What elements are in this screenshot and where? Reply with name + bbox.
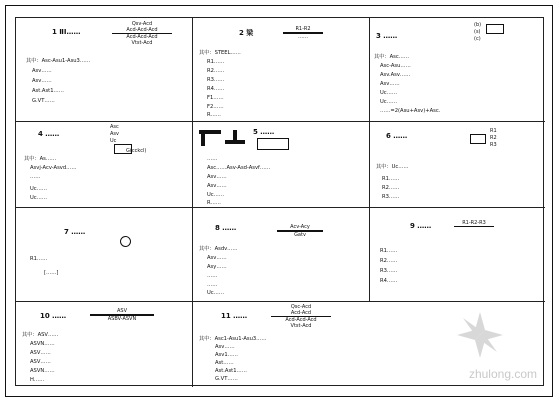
cell-6-symbol [470, 134, 486, 144]
cell-6 [370, 122, 545, 208]
cell-10-line: ASV…… [30, 350, 51, 356]
cell-9-formula [454, 220, 494, 227]
cell-11-line: Ast.Ast1…… [215, 368, 247, 374]
cell-10-formula [90, 308, 154, 322]
cell-5-line: …… [207, 156, 218, 162]
cell-10-title: 10 …… [40, 312, 67, 320]
formula-line: Acd-Acd-Acd [126, 27, 158, 33]
cell-8-line: Asv…… [207, 255, 227, 261]
cell-10-line: ASV…… [30, 359, 51, 365]
cell-3-line: 其中：Asc…… [374, 54, 410, 60]
cell-6-line: 其中：Uc…… [376, 164, 409, 170]
cell-4-line: Uc…… [30, 195, 48, 201]
cell-10-line: ASVN…… [30, 341, 55, 347]
cell-2-formula [283, 26, 323, 40]
cell-9-title: 9 …… [410, 222, 432, 230]
cell-1-line: G.VT…… [32, 98, 55, 104]
formula-line: R1-R2 [295, 26, 311, 32]
cell-1-formula-top [112, 21, 172, 46]
cell-11-line: G.VT…… [215, 376, 238, 382]
cell-2-title: 2 梁 [239, 29, 254, 37]
cell-11 [193, 302, 545, 387]
cell-6-line: R3…… [382, 194, 400, 200]
cell-7-title: 7 …… [64, 228, 86, 236]
cell-6-legend: R3 [490, 142, 497, 148]
cell-1 [16, 18, 193, 122]
cell-4-legend: Asc [110, 124, 119, 130]
cell-5-line: Uc…… [207, 192, 225, 198]
cell-5-line: Asv…… [207, 174, 227, 180]
beam-symbol [233, 130, 237, 144]
cell-10 [16, 302, 193, 387]
cell-7-line: R1…… [30, 256, 48, 262]
formula-line: Gatv [294, 232, 306, 238]
watermark: zhulong.com [468, 367, 537, 381]
cell-7-line: [……] [44, 270, 59, 276]
cell-2-line: R1…… [207, 59, 225, 65]
cell-8 [193, 208, 370, 302]
formula-line: Acd-Acd-Acd [285, 317, 317, 323]
formula-line: Acv-Acy [290, 224, 310, 230]
cell-5-line: R…… [207, 200, 221, 206]
cell-4-legend: G(cckcl) [126, 148, 147, 154]
cell-8-title: 8 …… [215, 224, 237, 232]
cell-3-line: Asc-Asu…… [380, 63, 411, 69]
cell-11-line: 其中：Asc1-Asu1-Asu3…… [199, 336, 267, 342]
cell-4-line: Asvj-Acv-Asvd…… [30, 165, 77, 171]
cell-6-line: R2…… [382, 185, 400, 191]
formula-line: ASV [116, 308, 127, 314]
cell-4-legend: Uc [110, 138, 117, 144]
cell-8-line: …… [207, 273, 218, 279]
watermark-logo-icon [455, 310, 505, 360]
cell-9-line: R3…… [380, 268, 398, 274]
cell-5-title: 5 …… [253, 128, 275, 136]
cell-6-line: R1…… [382, 176, 400, 182]
drawing-frame [15, 17, 544, 386]
cell-5-section-box [257, 138, 289, 150]
cell-9-line: R1…… [380, 248, 398, 254]
cell-6-legend: R1 [490, 128, 497, 134]
cell-8-line: 其中：Asdv…… [199, 246, 238, 252]
formula-line: Vtst-Acd [290, 323, 312, 329]
cell-1-line: 其中：Asc-Asu1-Asu3…… [26, 58, 91, 64]
cell-3-line: ……=2(Asu+Asv)+Asc. [380, 108, 441, 114]
cell-11-formula [271, 304, 331, 329]
formula-line: Acd-Acd [290, 310, 312, 316]
cell-3-title: 3 …… [376, 32, 398, 40]
cell-1-title: 1 ⅡⅠ…… [52, 28, 81, 36]
cell-8-line: Uc…… [207, 290, 225, 296]
cell-4-title: 4 …… [38, 130, 60, 138]
cell-9-line: R4…… [380, 278, 398, 284]
cell-9-line: R2…… [380, 258, 398, 264]
formula-line: ASBV-ASVN [107, 316, 137, 322]
cell-11-line: Asv1…… [215, 352, 238, 358]
cell-3-line: Asv…… [380, 81, 400, 87]
cell-3-line: Asv.Asv…… [380, 72, 411, 78]
cell-2-line: R3…… [207, 77, 225, 83]
cell-2-line: R2…… [207, 68, 225, 74]
cell-6-legend: R2 [490, 135, 497, 141]
cell-2-line: 其中：STEEL…… [199, 50, 241, 56]
cell-4-line: …… [30, 174, 41, 180]
cell-5 [193, 122, 370, 208]
cell-3 [370, 18, 545, 122]
cell-1-line: Asv…… [32, 78, 52, 84]
cell-4-line: Uc…… [30, 186, 48, 192]
cell-5-line: Asc……Asv-Asd-Asvf…… [207, 165, 271, 171]
formula-line: Qsc-Acd [290, 304, 312, 310]
cell-6-title: 6 …… [386, 132, 408, 140]
cell-1-line: Ast.Ast1…… [32, 88, 64, 94]
cell-2-line: R4…… [207, 86, 225, 92]
cell-8-line: Asy…… [207, 264, 227, 270]
cell-10-line: 其中：ASV…… [22, 332, 59, 338]
cell-11-line: Asv…… [215, 344, 235, 350]
cell-4-line: 其中：As…… [24, 156, 57, 162]
cell-3-legend: (s) [474, 29, 481, 35]
formula-line: Qsv-Acd [131, 21, 153, 27]
drawing-sheet [5, 5, 553, 397]
cell-8-formula [277, 224, 323, 238]
formula-line: Vtst-Acd [131, 40, 153, 46]
cell-3-symbol [486, 24, 504, 34]
cell-4 [16, 122, 193, 208]
cell-3-legend: (c) [474, 36, 481, 42]
cell-2 [193, 18, 370, 122]
formula-line: Acd-Acd-Acd [126, 34, 158, 40]
cell-3-line: Uc…… [380, 90, 398, 96]
cell-10-line: H…… [30, 377, 45, 383]
cell-11-line: Ast…… [215, 360, 234, 366]
cell-10-line: ASVN…… [30, 368, 55, 374]
cell-3-legend: (b) [474, 22, 482, 28]
cell-4-legend: Asv [110, 131, 119, 137]
cell-8-line: …… [207, 282, 218, 288]
cell-5-line: Asv…… [207, 183, 227, 189]
circle-symbol [120, 236, 131, 247]
cell-3-line: Uc…… [380, 99, 398, 105]
formula-bar [454, 226, 494, 227]
cell-2-line: R…… [207, 112, 221, 118]
formula-line: R1-R2-R3 [462, 220, 486, 226]
cell-9 [370, 208, 545, 302]
cell-2-line: F2…… [207, 104, 224, 110]
beam-symbol [201, 130, 205, 146]
cell-11-title: 11 …… [221, 312, 248, 320]
formula-line: …… [298, 34, 308, 40]
cell-7 [16, 208, 193, 302]
cell-1-line: Asv…… [32, 68, 52, 74]
cell-2-line: F1…… [207, 95, 224, 101]
